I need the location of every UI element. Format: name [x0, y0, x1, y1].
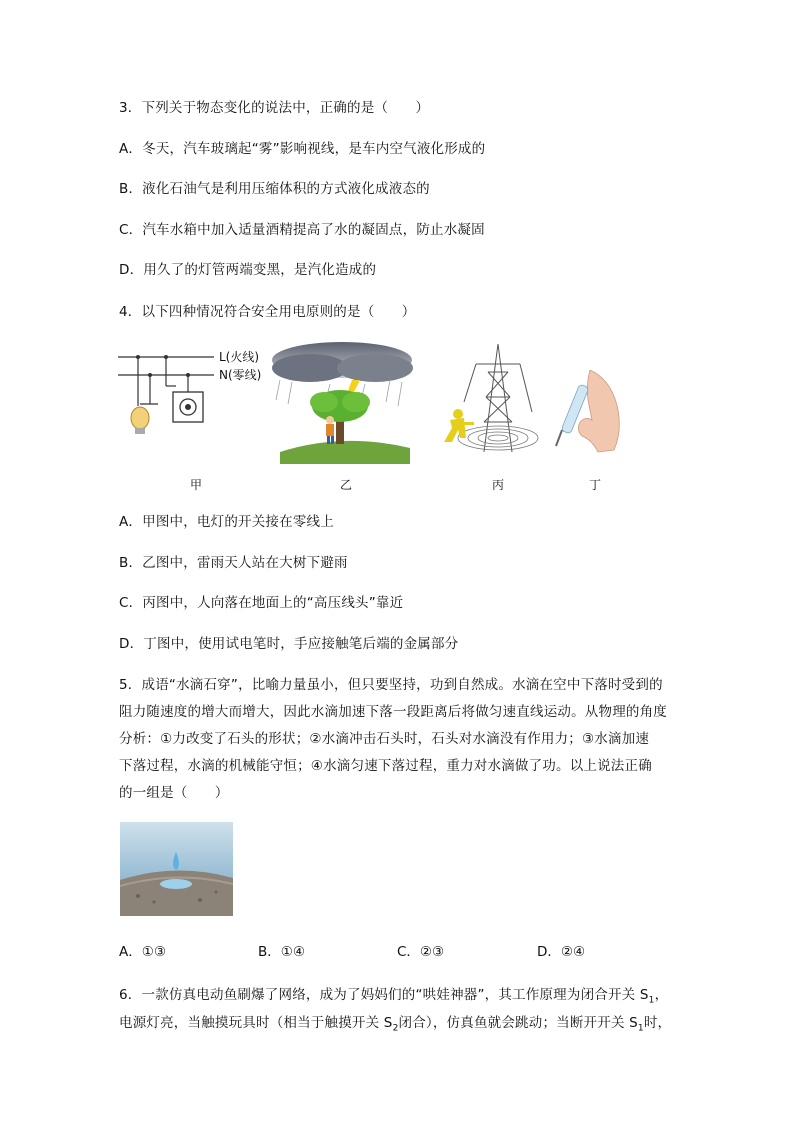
q5-option-d: D．②④ — [537, 944, 586, 960]
q4-option-a: A．甲图中，电灯的开关接在零线上 — [119, 514, 334, 530]
live-wire-label: L(火线) — [219, 350, 260, 364]
q6-line1-pre: 6．一款仿真电动鱼刷爆了网络，成为了妈妈们的“哄娃神器”，其工作原理为闭合开关 S — [119, 987, 649, 1003]
q5-stem-line-4: 下落过程，水滴的机械能守恒；④水滴匀速下落过程，重力对水滴做了功。以上说法正确 — [119, 758, 652, 774]
figure-yi-storm-tree — [270, 340, 415, 464]
q5-option-a: A．①③ — [119, 944, 166, 960]
q5-option-b: B．①④ — [258, 944, 305, 960]
q5-stem-line-3: 分析：①力改变了石头的形状；②水滴冲击石头时，石头对水滴没有作用力；③水滴加速 — [119, 731, 650, 747]
q4-stem: 4．以下四种情况符合安全用电原则的是（ ） — [119, 304, 416, 320]
figure-ding-test-pencil — [552, 370, 627, 454]
neutral-wire-label: N(零线) — [219, 368, 262, 382]
q5-stem-line-1: 5．成语“水滴石穿”，比喻力量虽小，但只要坚持，功到自然成。水滴在空中下落时受到的 — [119, 677, 663, 693]
q6-line2-c: 时， — [643, 1015, 672, 1031]
q6-stem-line-2 — [119, 1011, 671, 1034]
q5-stem-line-5: 的一组是（ ） — [119, 785, 229, 801]
figure-water-drop-stone — [120, 822, 233, 916]
q6-line1-post: ， — [654, 987, 669, 1003]
q4-option-d: D．丁图中，使用试电笔时，手应接触笔后端的金属部分 — [119, 636, 459, 652]
figure-bing-high-voltage — [436, 342, 540, 468]
q4-option-c: C．丙图中，人向落在地面上的“高压线头”靠近 — [119, 595, 404, 611]
q4-option-b: B．乙图中，雷雨天人站在大树下避雨 — [119, 555, 348, 571]
q6-stem-line-1 — [119, 983, 668, 1006]
q6-line2-a: 电源灯亮，当触摸玩具时（相当于触摸开关 S — [119, 1015, 393, 1031]
q3-option-c: C．汽车水箱中加入适量酒精提高了水的凝固点，防止水凝固 — [119, 222, 485, 238]
q3-option-d: D．用久了的灯管两端变黑，是汽化造成的 — [119, 262, 377, 278]
q3-option-a: A．冬天，汽车玻璃起“雾”影响视线，是车内空气液化形成的 — [119, 141, 486, 157]
figure-label-yi: 乙 — [340, 478, 353, 492]
q6-line1-sub: 1 — [648, 995, 655, 1006]
q6-line2-sub2: 1 — [637, 1023, 644, 1034]
q5-option-c: C．②③ — [397, 944, 445, 960]
q3-option-b: B．液化石油气是利用压缩体积的方式液化成液态的 — [119, 181, 430, 197]
q6-line2-sub1: 2 — [392, 1023, 399, 1034]
q5-stem-line-2: 阻力随速度的增大而增大，因此水滴加速下落一段距离后将做匀速直线运动。从物理的角度 — [119, 704, 667, 720]
q6-line2-b: 闭合），仿真鱼就会跳动；当断开开关 S — [398, 1015, 638, 1031]
figure-label-ding: 丁 — [589, 478, 602, 492]
figure-label-jia: 甲 — [190, 478, 203, 492]
figure-label-bing: 丙 — [492, 478, 505, 492]
q3-stem: 3．下列关于物态变化的说法中，正确的是（ ） — [119, 100, 430, 116]
